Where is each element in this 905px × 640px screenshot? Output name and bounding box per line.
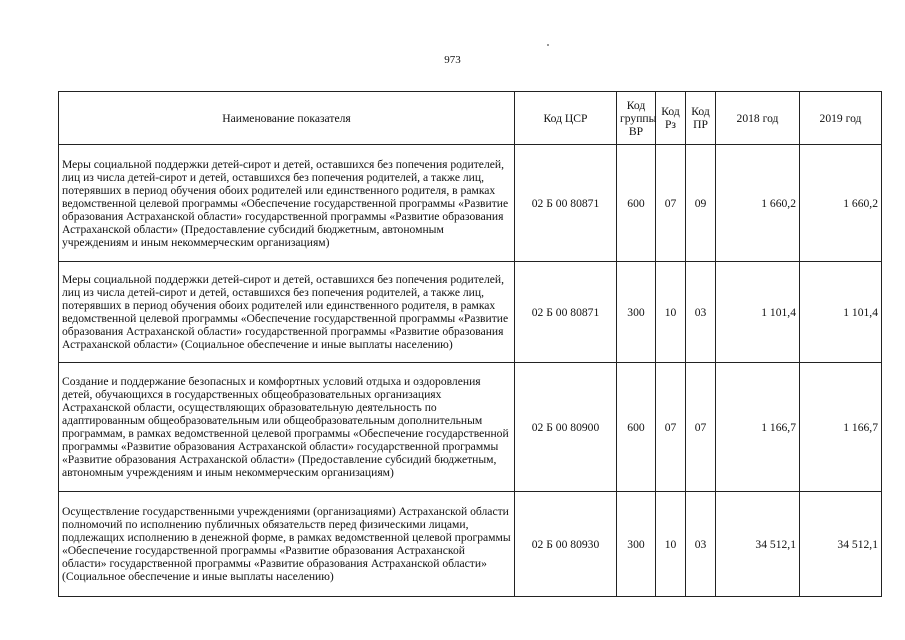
table-row [59, 262, 882, 363]
cell-vr: 600 [617, 363, 656, 492]
header-vr-line3: ВР [628, 124, 644, 138]
header-rz-line2: Рз [664, 118, 677, 131]
header-pr-line1: Код [691, 105, 710, 118]
cell-csr: 02 Б 00 80930 [515, 492, 617, 597]
cell-2018: 1 166,7 [716, 363, 800, 492]
cell-vr: 300 [617, 492, 656, 597]
header-2018: 2018 год [716, 92, 800, 145]
header-vr-line1: Код [626, 98, 646, 112]
header-pr [686, 92, 716, 145]
cell-name: Меры социальной поддержки детей-сирот и детей, оставшихся без попечения родителей, лиц из числа детей-сирот и детей, оставшихся без попечения родителей, а также лиц, потерявших в период обучения обоих родителей или единственного родителя, в рамках ведомственной целевой программы «Обеспечение государственной программы «Развитие образования Астраханской области» государственной программы «Развитие образования Астраханской области» (Социальное обеспечение и иные выплаты населению) [59, 262, 515, 363]
cell-csr: 02 Б 00 80871 [515, 262, 617, 363]
cell-2019: 1 660,2 [800, 145, 882, 262]
cell-name: Меры социальной поддержки детей-сирот и детей, оставшихся без попечения родителей, лиц из числа детей-сирот и детей, оставшихся без попечения родителей, а также лиц, потерявших в период обучения обоих родителей или единственного родителя, в рамках ведомственной целевой программы «Обеспечение государственной программы «Развитие образования Астраханской области» государственной программы «Развитие образования Астраханской области» (Предоставление субсидий бюджетным, автономным учреждениям и иным некоммерческим организациям) [59, 145, 515, 262]
table-row [59, 363, 882, 492]
cell-rz: 10 [656, 262, 686, 363]
cell-name: Осуществление государственными учреждениями (организациями) Астраханской области полномочий по исполнению публичных обязательств перед физическими лицами, подлежащих исполнению в денежной форме, в рамках ведомственной целевой программы «Обеспечение государственной программы «Развитие образования Астраханской области» государственной программы «Развитие образования Астраханской области» (Социальное обеспечение и иные выплаты населению) [59, 492, 515, 597]
table-row [59, 145, 882, 262]
page-number: 973 [444, 54, 461, 66]
cell-2019: 34 512,1 [800, 492, 882, 597]
cell-vr: 300 [617, 262, 656, 363]
cell-pr: 03 [686, 262, 716, 363]
cell-2018: 1 660,2 [716, 145, 800, 262]
cell-rz: 10 [656, 492, 686, 597]
table-header-row [59, 92, 882, 145]
cell-2019: 1 166,7 [800, 363, 882, 492]
cell-pr: 07 [686, 363, 716, 492]
cell-2018: 34 512,1 [716, 492, 800, 597]
header-rz [656, 92, 686, 145]
cell-pr: 03 [686, 492, 716, 597]
header-2019: 2019 год [800, 92, 882, 145]
cell-name: Создание и поддержание безопасных и комфортных условий отдыха и оздоровления детей, обучающихся в государственных общеобразовательных организациях Астраханской области, осуществляющих образовательную деятельность по адаптированным общеобразовательным или общеобразовательным дополнительным программам, в рамках ведомственной целевой программы «Обеспечение государственной программы «Развитие образования Астраханской области» государственной программы «Развитие образования Астраханской области» (Предоставление субсидий бюджетным, автономным учреждениям и иным некоммерческим организациям) [59, 363, 515, 492]
cell-rz: 07 [656, 363, 686, 492]
cell-vr: 600 [617, 145, 656, 262]
header-vr [617, 92, 656, 145]
header-csr: Код ЦСР [515, 92, 617, 145]
cell-rz: 07 [656, 145, 686, 262]
scan-speck [547, 44, 549, 46]
cell-2019: 1 101,4 [800, 262, 882, 363]
cell-csr: 02 Б 00 80900 [515, 363, 617, 492]
cell-csr: 02 Б 00 80871 [515, 145, 617, 262]
budget-table [58, 91, 882, 597]
header-vr-line2: группы [620, 111, 657, 125]
header-pr-line2: ПР [693, 118, 708, 131]
header-rz-line1: Код [661, 105, 680, 118]
cell-pr: 09 [686, 145, 716, 262]
header-name: Наименование показателя [59, 92, 515, 145]
cell-2018: 1 101,4 [716, 262, 800, 363]
table-row [59, 492, 882, 597]
